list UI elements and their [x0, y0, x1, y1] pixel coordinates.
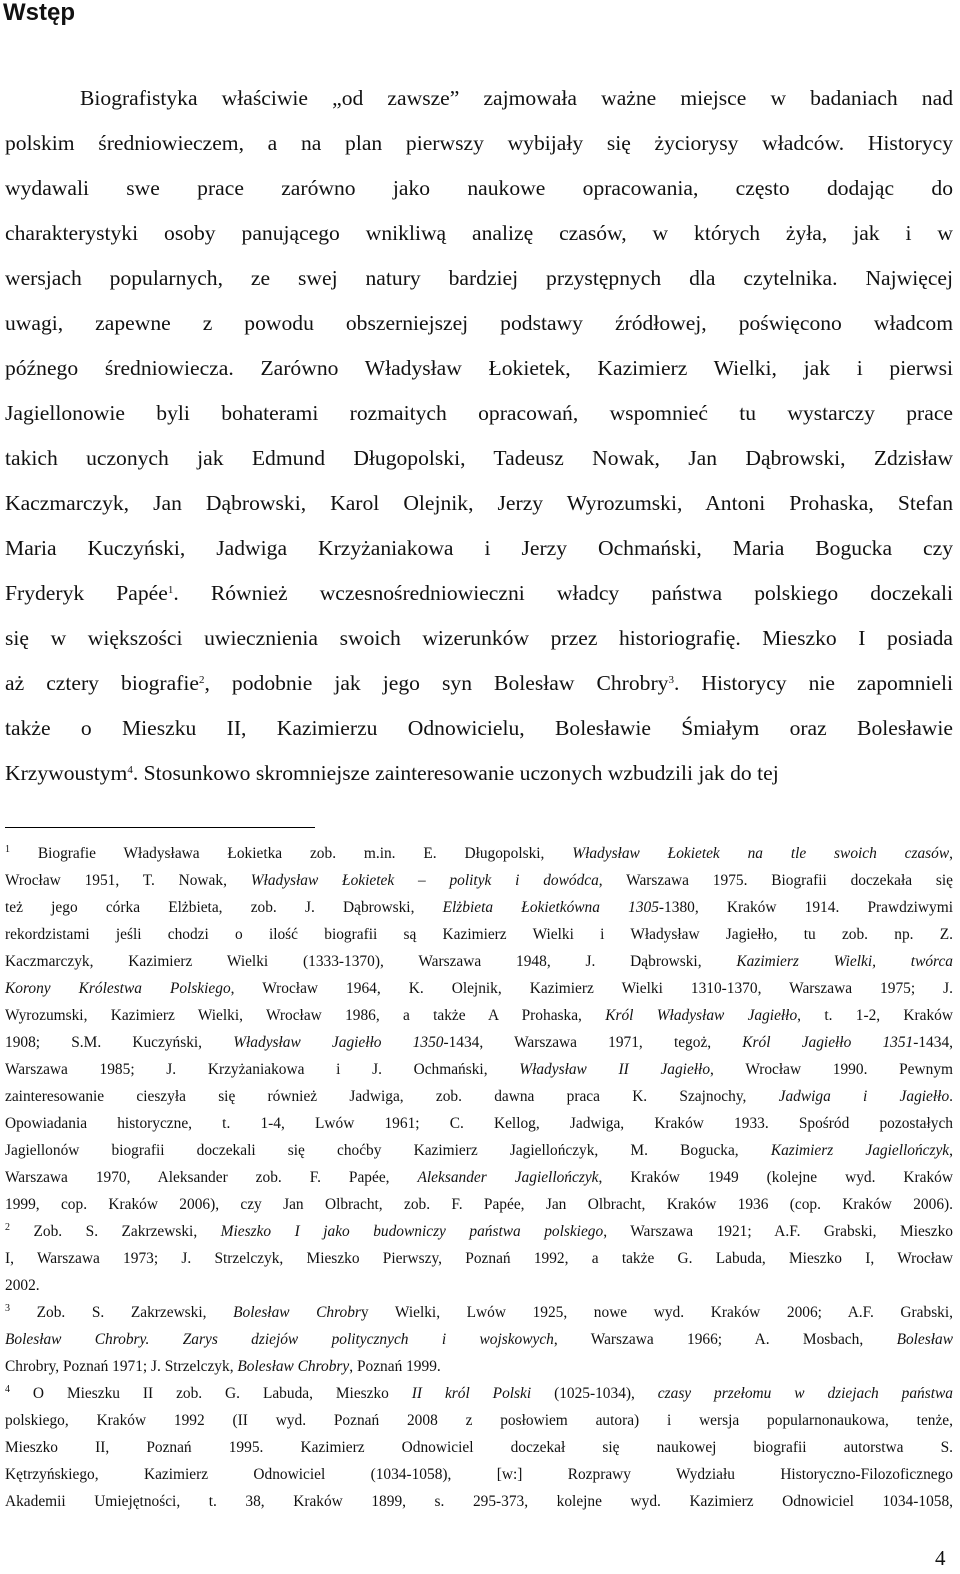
text-run: rekordzistami jeśli chodzi o ilość biografii są Kazimierz Wielki i Władysław Jagiełło, tu zob. np. Z. — [5, 926, 953, 943]
text-run: też jego córka Elżbieta, zob. J. Dąbrowski, — [5, 899, 443, 916]
body-line: takich uczonych jak Edmund Długopolski, Tadeusz Nowak, Jan Dąbrowski, Zdzisław — [5, 446, 953, 470]
text-run: y Wielki, Lwów 1925, nowe wyd. Kraków 2006; A.F. Grabski, — [360, 1304, 954, 1321]
italic-title: Król Jagiełło 1351 — [742, 1034, 914, 1051]
italic-title: Bolesław Chrobr — [233, 1304, 361, 1321]
text-run: -1434, — [913, 1034, 953, 1051]
italic-title: Władysław Jagiełło 1350 — [233, 1034, 444, 1051]
footnote-line — [5, 980, 953, 998]
text-run: Zob. S. Zakrzewski, — [10, 1223, 221, 1240]
text-run: , Kraków 1949 (kolejne wyd. Kraków — [598, 1169, 953, 1186]
text-run: , Warszawa 1966; A. Mosbach, — [553, 1331, 897, 1348]
footnote-line — [5, 926, 953, 944]
text-run: Biografie Władysława Łokietka zob. m.in. E. Długopolski, — [10, 845, 573, 862]
footnote-separator — [5, 827, 315, 828]
footnote-number: 1 — [5, 844, 10, 855]
text-run: Kaczmarczyk, Kazimierz Wielki (1333-1370), Warszawa 1948, J. Dąbrowski, — [5, 953, 737, 970]
text-run: Chrobry, Poznań 1971; J. Strzelczyk, — [5, 1358, 238, 1375]
text-run: , Poznań 1999. — [349, 1358, 441, 1375]
italic-title: Władysław II Jagiełło — [519, 1061, 711, 1078]
body-line: Biografistyka właściwie „od zawsze” zajmowała ważne miejsce w badaniach nad — [80, 86, 953, 110]
footnote-line — [5, 1169, 953, 1187]
text-run: Zob. S. Zakrzewski, — [10, 1304, 234, 1321]
footnote-line — [5, 1061, 953, 1079]
section-heading: Wstęp — [3, 0, 75, 26]
body-line: także o Mieszku II, Kazimierzu Odnowicielu, Bolesławie Śmiałym oraz Bolesławie — [5, 716, 953, 740]
footnote-line — [5, 1196, 953, 1214]
text-run: Wrocław 1951, T. Nowak, — [5, 872, 251, 889]
footnote-line — [5, 1115, 953, 1133]
italic-title: Bolesław — [896, 1331, 953, 1348]
text-run: Krzywoustym — [5, 761, 128, 785]
text-run: , podobnie jak jego syn Bolesław Chrobry — [204, 671, 669, 695]
text-run: zainteresowanie cieszyła się również Jadwiga, zob. dawna praca K. Szajnochy, — [5, 1088, 779, 1105]
text-run: -1434, Warszawa 1971, tegoż, — [443, 1034, 743, 1051]
body-line: Maria Kuczyński, Jadwiga Krzyżaniakowa i Jerzy Ochmański, Maria Bogucka czy — [5, 536, 953, 560]
italic-title: Jadwiga i Jagiełło — [778, 1088, 950, 1105]
italic-title: Elżbieta Łokietkówna 1305 — [442, 899, 659, 916]
text-run: , Warszawa 1975. Biografii doczekała się — [598, 872, 953, 889]
footnote-line — [5, 1007, 953, 1025]
italic-title: Korony Królestwa Polskiego — [5, 980, 231, 997]
text-run: . — [949, 1088, 953, 1105]
text-run: Jagiellonów biografii doczekali się choćby Kazimierz Jagiellończyk, M. Bogucka, — [5, 1142, 771, 1159]
text-run: (1025-1034), — [531, 1385, 658, 1402]
footnote-line — [5, 1223, 953, 1241]
footnote-line — [5, 1385, 953, 1403]
footnote-line — [5, 1142, 953, 1160]
italic-title: Bolesław Chrobry — [237, 1358, 350, 1375]
body-line: późnego średniowiecza. Zarówno Władysław Łokietek, Kazimierz Wielki, jak i pierwsi — [5, 356, 953, 380]
text-run: , t. 1-2, Kraków — [797, 1007, 953, 1024]
footnote-line — [5, 1466, 953, 1484]
italic-title: Władysław Łokietek na tle swoich czasów — [572, 845, 950, 862]
text-run: . Również wczesnośredniowieczni władcy państwa polskiego doczekali — [173, 581, 954, 605]
text-run: , — [949, 1142, 953, 1159]
italic-title: Aleksander Jagiellończyk — [417, 1169, 599, 1186]
footnote-line — [5, 1250, 953, 1268]
italic-title: Mieszko I jako budowniczy państwa polskiego — [220, 1223, 604, 1240]
text-run: aż cztery biografie — [5, 671, 199, 695]
footnote-line — [5, 1439, 953, 1457]
footnote-line — [5, 1331, 953, 1349]
footnote-line — [5, 872, 953, 890]
body-line — [5, 581, 953, 605]
text-run: 1908; S.M. Kuczyński, — [5, 1034, 234, 1051]
italic-title: Władysław Łokietek – polityk i dowódca — [250, 872, 599, 889]
text-run: . Historycy nie zapomnieli — [673, 671, 953, 695]
body-line: polskim średniowieczem, a na plan pierwszy wybijały się życiorysy władców. Historycy — [5, 131, 953, 155]
text-run: , Warszawa 1921; A.F. Grabski, Mieszko — [603, 1223, 954, 1240]
footnote-line — [5, 1493, 953, 1511]
text-run: -1380, Kraków 1914. Prawdziwymi — [658, 899, 953, 916]
text-run: Wyrozumski, Kazimierz Wielki, Wrocław 1986, a także A Prohaska, — [5, 1007, 606, 1024]
text-run: 2002. — [5, 1277, 40, 1294]
footnote-ref: 1 — [167, 584, 174, 596]
page-number: 4 — [935, 1546, 946, 1570]
text-run: , Wrocław 1990. Pewnym — [710, 1061, 953, 1078]
italic-title: czasy przełomu w dziejach państwa — [657, 1385, 953, 1402]
footnote-line — [5, 899, 953, 917]
text-run: Opowiadania historyczne, t. 1-4, Lwów 1961; C. Kellog, Jadwiga, Kraków 1933. Spośród pozostałych — [5, 1115, 953, 1132]
text-run: Kętrzyńskiego, Kazimierz Odnowiciel (1034-1058), [w:] Rozprawy Wydziału Historyczno-Filozoficznego — [5, 1466, 953, 1483]
text-run: O Mieszku II zob. G. Labuda, Mieszko — [10, 1385, 412, 1402]
text-run: Akademii Umiejętności, t. 38, Kraków 1899, s. 295-373, kolejne wyd. Kazimierz Odnowiciel 1034-1058, — [5, 1493, 953, 1510]
body-line: się w większości uwiecznienia swoich wizerunków przez historiografię. Mieszko I posiada — [5, 626, 953, 650]
body-line: charakterystyki osoby panującego wnikliwą analizę czasów, w których żyła, jak i w — [5, 221, 953, 245]
body-line — [5, 761, 953, 785]
footnote-line — [5, 1088, 953, 1106]
footnote-ref: 4 — [127, 764, 133, 776]
footnote-number: 4 — [5, 1384, 10, 1395]
body-line: wydawali swe prace zarówno jako naukowe opracowania, często dodając do — [5, 176, 953, 200]
italic-title: Król Władysław Jagiełło — [605, 1007, 798, 1024]
italic-title: Bolesław Chrobry. Zarys dziejów politycznych i wojskowych — [5, 1331, 554, 1348]
text-run: Fryderyk Papée — [5, 581, 168, 605]
footnote-line — [5, 1412, 953, 1430]
text-run: , — [949, 845, 953, 862]
body-line: Kaczmarczyk, Jan Dąbrowski, Karol Olejnik, Jerzy Wyrozumski, Antoni Prohaska, Stefan — [5, 491, 953, 515]
italic-title: II król Polski — [411, 1385, 532, 1402]
footnote-ref: 3 — [668, 674, 674, 686]
body-line: Jagiellonowie byli bohaterami rozmaitych opracowań, wspomnieć tu wystarczy prace — [5, 401, 953, 425]
text-run: Mieszko II, Poznań 1995. Kazimierz Odnowiciel doczekał się naukowej biografii autorstwa S. — [5, 1439, 953, 1456]
text-run: I, Warszawa 1973; J. Strzelczyk, Mieszko Pierwszy, Poznań 1992, a także G. Labuda, Mieszko I, Wrocław — [5, 1250, 953, 1267]
text-run: Warszawa 1970, Aleksander zob. F. Papée, — [5, 1169, 418, 1186]
italic-title: Kazimierz Jagiellończyk — [770, 1142, 950, 1159]
footnote-number: 2 — [5, 1222, 10, 1233]
footnote-ref: 2 — [198, 674, 205, 686]
text-run: Warszawa 1985; J. Krzyżaniakowa i J. Ochmański, — [5, 1061, 520, 1078]
footnote-line — [5, 1034, 953, 1052]
text-run: polskiego, Kraków 1992 (II wyd. Poznań 2008 z posłowiem autora) i wersja popularnonaukowa, tenże, — [5, 1412, 953, 1429]
footnote-number: 3 — [5, 1303, 10, 1314]
italic-title: Kazimierz Wielki, twórca — [736, 953, 953, 970]
text-run: , Wrocław 1964, K. Olejnik, Kazimierz Wielki 1310-1370, Warszawa 1975; J. — [230, 980, 953, 997]
footnote-line — [5, 1358, 953, 1376]
footnote-line — [5, 953, 953, 971]
body-line: wersjach popularnych, ze swej natury bardziej przystępnych dla czytelnika. Najwięcej — [5, 266, 953, 290]
body-line — [5, 671, 953, 695]
footnote-line — [5, 1304, 953, 1322]
body-line: uwagi, zapewne z powodu obszerniejszej podstawy źródłowej, poświęcono władcom — [5, 311, 953, 335]
text-run: 1999, cop. Kraków 2006), czy Jan Olbracht, zob. F. Papée, Jan Olbracht, Kraków 1936 (cop. Kraków 2006). — [5, 1196, 953, 1213]
footnote-line — [5, 1277, 953, 1295]
footnote-line — [5, 845, 953, 863]
text-run: . Stosunkowo skromniejsze zainteresowanie uczonych wzbudzili jak do tej — [132, 761, 779, 785]
